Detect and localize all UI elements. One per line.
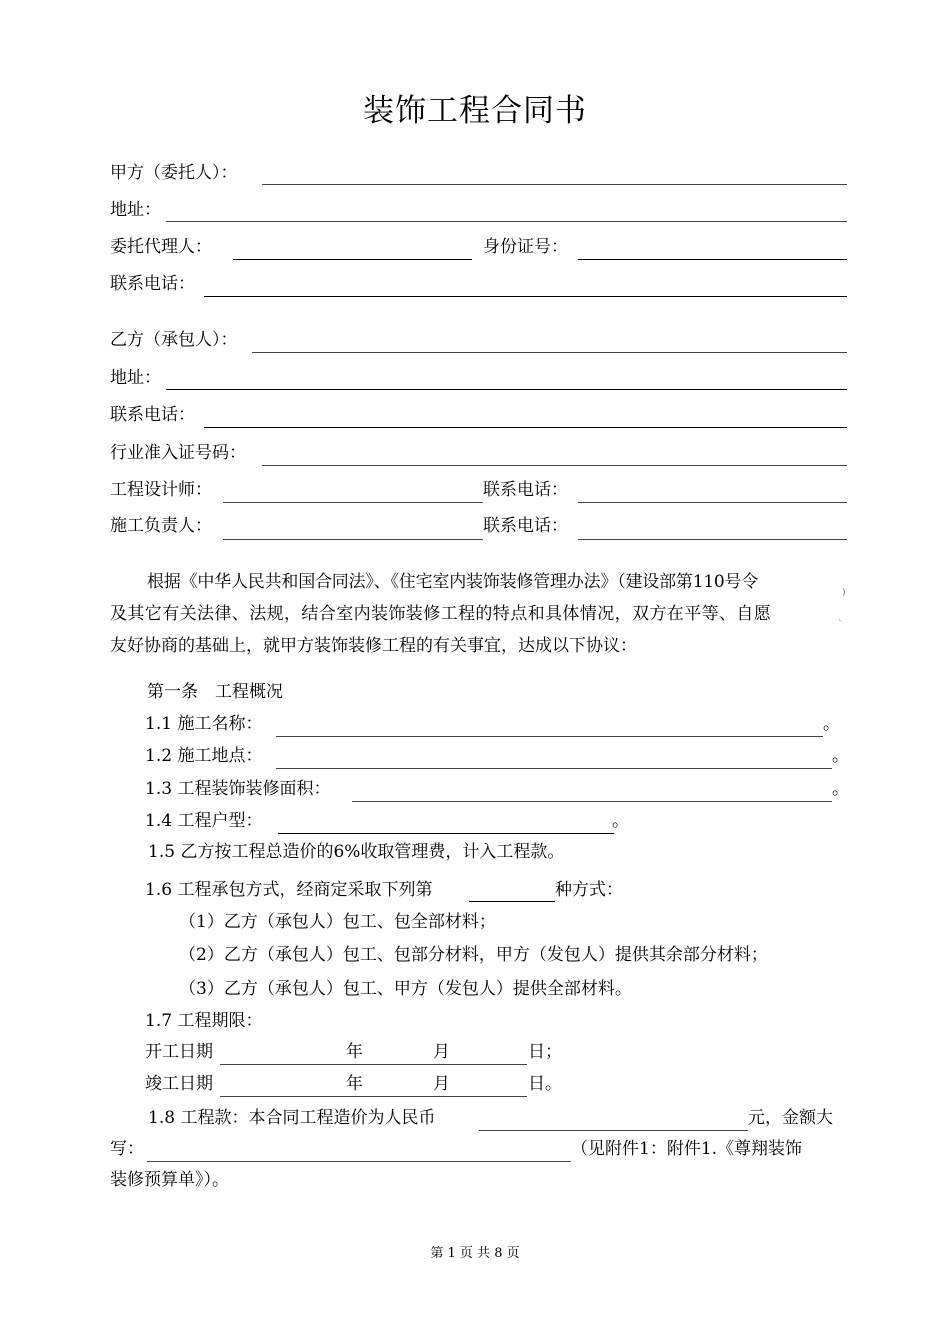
page-number-footer: 第 1 页 共 8 页 [430, 1246, 520, 1261]
option-1: （1）乙方（承包人）包工、包全部材料； [179, 912, 496, 932]
item-1-7-label: 1.7 工程期限： [145, 1011, 263, 1031]
unit-type-field[interactable] [278, 833, 614, 834]
item-1-3-label: 1.3 工程装饰装修面积： [145, 779, 331, 799]
manager-phone-label: 联系电话： [483, 516, 568, 536]
party-a-address-field[interactable] [166, 221, 847, 222]
party-b-label: 乙方（承包人）： [110, 330, 238, 350]
end-date-field[interactable] [220, 1096, 527, 1097]
designer-phone-label: 联系电话： [483, 480, 568, 500]
manager-phone-field[interactable] [578, 539, 847, 540]
designer-phone-field[interactable] [578, 502, 847, 503]
party-a-phone-field[interactable] [204, 296, 847, 297]
item-1-6-suffix: 种方式： [555, 880, 623, 900]
article-1-heading: 第一条 工程概况 [147, 682, 283, 702]
start-year-label: 年 [346, 1042, 363, 1062]
contract-mode-field[interactable] [469, 901, 555, 902]
start-date-field[interactable] [220, 1064, 527, 1065]
intro-line-2: 及其它有关法律、法规，结合室内装饰装修工程的特点和具体情况，双方在平等、自愿 [110, 604, 772, 624]
option-2: （2）乙方（承包人）包工、包部分材料，甲方（发包人）提供其余部分材料； [179, 945, 768, 965]
start-day-label: 日； [528, 1042, 562, 1062]
period-mark: 。 [832, 746, 849, 766]
period-mark: 。 [832, 779, 849, 799]
end-date-label: 竣工日期 [145, 1074, 213, 1094]
end-year-label: 年 [346, 1074, 363, 1094]
start-month-label: 月 [433, 1042, 450, 1062]
license-label: 行业准入证号码： [110, 443, 246, 463]
item-1-6-label: 1.6 工程承包方式，经商定采取下列第 [145, 880, 433, 900]
party-b-field[interactable] [252, 352, 847, 353]
intro-line-3: 友好协商的基础上，就甲方装饰装修工程的有关事宜，达成以下协议： [110, 636, 637, 656]
price-uppercase-field[interactable] [147, 1161, 571, 1162]
option-3: （3）乙方（承包人）包工、甲方（发包人）提供全部材料。 [179, 979, 632, 999]
project-name-field[interactable] [276, 736, 823, 737]
item-1-8-attachment-end: 装修预算单》）。 [110, 1170, 229, 1190]
party-a-phone-label: 联系电话： [110, 274, 195, 294]
document-title: 装饰工程合同书 [363, 93, 587, 129]
start-date-label: 开工日期 [145, 1042, 213, 1062]
item-1-2-label: 1.2 施工地点： [145, 746, 263, 766]
end-month-label: 月 [433, 1074, 450, 1094]
item-1-4-label: 1.4 工程户型： [145, 811, 263, 831]
intro-line-1: 根据《中华人民共和国合同法》、《住宅室内装饰装修管理办法》（建设部第110号令 [147, 572, 759, 592]
item-1-8-label: 1.8 工程款：本合同工程造价为人民币 [148, 1108, 436, 1128]
party-a-id-label: 身份证号： [483, 237, 568, 257]
edge-mark: ) [842, 588, 846, 598]
period-mark: 。 [612, 811, 629, 831]
manager-field[interactable] [223, 539, 483, 540]
license-field[interactable] [262, 465, 847, 466]
price-rmb-field[interactable] [479, 1130, 748, 1131]
party-a-id-field[interactable] [578, 259, 847, 260]
item-1-8-write-label: 写： [110, 1139, 144, 1159]
period-mark: 。 [823, 714, 840, 734]
manager-label: 施工负责人： [110, 516, 212, 536]
party-b-phone-label: 联系电话： [110, 405, 195, 425]
party-a-label: 甲方（委托人）： [110, 163, 238, 183]
party-b-phone-field[interactable] [204, 427, 847, 428]
item-1-8-attachment: （见附件1：附件1.《尊翔装饰 [571, 1139, 803, 1159]
edge-mark: ` [838, 620, 843, 630]
designer-label: 工程设计师： [110, 480, 212, 500]
item-1-8-amount-suffix: 元，金额大 [748, 1108, 833, 1128]
area-field[interactable] [352, 801, 832, 802]
item-1-1-label: 1.1 施工名称： [145, 714, 263, 734]
party-a-field[interactable] [262, 184, 847, 185]
party-a-address-label: 地址： [110, 200, 161, 220]
party-b-address-label: 地址： [110, 368, 161, 388]
party-b-address-field[interactable] [166, 389, 847, 390]
party-a-agent-label: 委托代理人： [110, 237, 212, 257]
designer-field[interactable] [223, 502, 483, 503]
project-location-field[interactable] [276, 768, 832, 769]
party-a-agent-field[interactable] [233, 259, 472, 260]
end-day-label: 日。 [528, 1074, 562, 1094]
item-1-5: 1.5 乙方按工程总造价的6%收取管理费，计入工程款。 [148, 842, 565, 862]
